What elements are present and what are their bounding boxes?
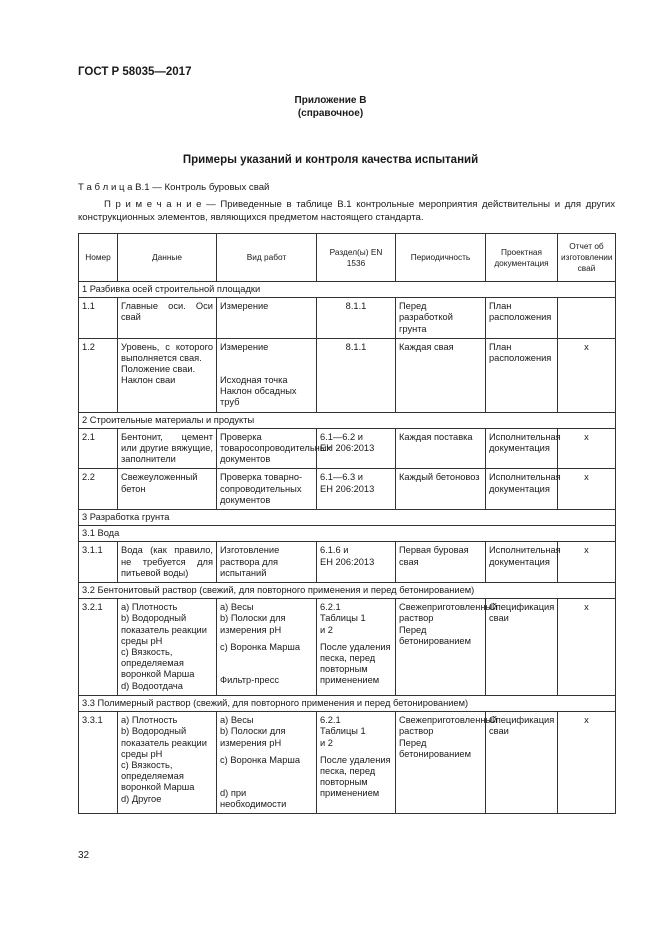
- cell-report: х: [558, 599, 616, 696]
- table-row: [79, 542, 616, 583]
- cell-work: [217, 599, 317, 696]
- work-line: а) Весы: [220, 602, 254, 613]
- data-line: Наклон сваи: [121, 375, 176, 386]
- work-line: b) Полоски для измерения pH: [220, 613, 286, 635]
- cell-periodicity: Каждая свая: [396, 338, 486, 412]
- cell-periodicity: [396, 599, 498, 696]
- work-line: Наклон обсадных труб: [220, 386, 297, 408]
- table-caption-prefix: Т а б л и ц а: [78, 182, 133, 193]
- data-line: d) Другое: [121, 793, 162, 804]
- work-line: Исходная точка: [220, 375, 288, 386]
- section-line: ЕН 206:2013: [320, 443, 375, 454]
- cell-report: х: [558, 469, 616, 510]
- col-header-section: Раздел(ы) EN 1536: [317, 234, 396, 282]
- cell-project-docs: Спецификация сваи: [486, 712, 558, 814]
- section-line: Таблицы 1: [320, 726, 366, 737]
- table-row: [79, 469, 616, 510]
- data-line: а) Плотность: [121, 715, 178, 726]
- cell-number: 1.2: [79, 338, 118, 412]
- section-row: [79, 510, 616, 526]
- cell-section: [317, 712, 396, 814]
- cell-report: х: [558, 428, 616, 469]
- section-row: [79, 412, 616, 428]
- work-line: с) Воронка Марша: [220, 641, 301, 652]
- work-line: а) Весы: [220, 715, 254, 726]
- period-line: Свежеприготовленный раствор: [399, 602, 498, 624]
- cell-data: Вода (как правило, не требуется для питьевой воды): [118, 542, 217, 583]
- table-note: [78, 199, 615, 224]
- cell-project-docs: Исполнительная документация: [486, 469, 558, 510]
- table-caption: [78, 182, 269, 193]
- note-prefix: П р и м е ч а н и е: [104, 199, 202, 210]
- cell-work: Проверка товарно-сопроводительных документов: [217, 469, 317, 510]
- cell-project-docs: Исполнительная документация: [486, 428, 558, 469]
- section-line: После удаления песка, перед повторным применением: [320, 754, 391, 799]
- cell-number: 1.1: [79, 298, 118, 339]
- section-line: ЕН 206:2013: [320, 556, 375, 567]
- cell-work: [217, 338, 317, 412]
- work-line: Фильтр-пресс: [220, 675, 279, 686]
- col-header-number: Номер: [79, 234, 118, 282]
- cell-periodicity: Каждая поставка: [396, 428, 486, 469]
- control-table: [78, 233, 616, 814]
- cell-work: [217, 712, 317, 814]
- cell-work: Измерение: [217, 298, 317, 339]
- document-header: ГОСТ Р 58035—2017: [78, 66, 192, 78]
- data-line: b) Водородный показатель реакции среды pH: [121, 726, 207, 759]
- cell-project-docs: План расположения: [486, 298, 558, 339]
- section-heading: 2 Строительные материалы и продукты: [79, 412, 616, 428]
- data-line: а) Плотность: [121, 602, 178, 613]
- section-row: [79, 282, 616, 298]
- section-line: Таблицы 1: [320, 613, 366, 624]
- section-heading: 1 Разбивка осей строительной площадки: [79, 282, 616, 298]
- cell-work: Проверка товаросопроводительных документов: [217, 428, 317, 469]
- cell-data: [118, 712, 217, 814]
- cell-number: 3.3.1: [79, 712, 118, 814]
- col-header-periodicity: Периодичность: [396, 234, 486, 282]
- cell-work: Изготовление раствора для испытаний: [217, 542, 317, 583]
- section-line: 6.1—6.3 и: [320, 472, 363, 483]
- cell-report: х: [558, 712, 616, 814]
- work-line: с) Воронка Марша: [220, 754, 301, 765]
- section-line: 6.1—6.2 и: [320, 431, 363, 442]
- note-text: — Приведенные в таблице В.1 контрольные мероприятия действительны и для других конструкционных элементов, являющихся предметом настоящего стандарта.: [78, 199, 615, 223]
- table-row: [79, 599, 616, 696]
- cell-report: х: [558, 338, 616, 412]
- section-line: После удаления песка, перед повторным применением: [320, 641, 391, 686]
- cell-data: [118, 338, 217, 412]
- appendix-subtitle: (справочное): [297, 108, 364, 119]
- page-number: 32: [78, 850, 90, 861]
- table-row: [79, 428, 616, 469]
- data-line: с) Вязкость, определяемая воронкой Марша: [121, 759, 195, 793]
- cell-project-docs: Исполнительная документация: [486, 542, 558, 583]
- col-header-work: Вид работ: [217, 234, 317, 282]
- cell-project-docs: План расположения: [486, 338, 558, 412]
- data-line: Положение сваи.: [121, 364, 196, 375]
- section-line: 6.1.6 и: [320, 545, 349, 556]
- cell-section: [317, 599, 396, 696]
- cell-periodicity: Перед разработкой грунта: [396, 298, 486, 339]
- appendix-title: Приложение В: [294, 95, 367, 106]
- cell-data: Бентонит, цемент или другие вяжущие, заполнители: [118, 428, 217, 469]
- period-line: Свежеприготовленный раствор: [399, 715, 498, 737]
- cell-section: 8.1.1: [317, 338, 396, 412]
- data-line: Уровень, с которого выполняется свая.: [121, 341, 213, 364]
- cell-section: [317, 428, 396, 469]
- cell-number: 3.2.1: [79, 599, 118, 696]
- table-row: [79, 338, 616, 412]
- table-header-row: [79, 234, 616, 282]
- table-row: [79, 712, 616, 814]
- col-header-report: Отчет об изготовлении свай: [558, 234, 616, 282]
- section-line: ЕН 206:2013: [320, 483, 375, 494]
- col-header-project-docs: Проектная документация: [486, 234, 558, 282]
- data-line: с) Вязкость, определяемая воронкой Марша: [121, 647, 195, 680]
- cell-report: [558, 298, 616, 339]
- section-line: и 2: [320, 624, 333, 635]
- section-line: 6.2.1: [320, 602, 341, 613]
- cell-section: [317, 469, 396, 510]
- page-title: Примеры указаний и контроля качества испытаний: [182, 154, 479, 166]
- cell-data: [118, 599, 217, 696]
- section-heading: 3.2 Бентонитовый раствор (свежий, для повторного применения и перед бетонированием): [79, 583, 616, 599]
- cell-report: х: [558, 542, 616, 583]
- section-line: 6.2.1: [320, 715, 341, 726]
- table-row: [79, 298, 616, 339]
- section-heading: 3.1 Вода: [79, 526, 616, 542]
- work-line: d) при необходимости: [220, 787, 287, 810]
- data-line: b) Водородный показатель реакции среды pH: [121, 613, 207, 646]
- cell-periodicity: Каждый бетоновоз: [396, 469, 486, 510]
- section-row: [79, 695, 616, 711]
- cell-periodicity: Первая буровая свая: [396, 542, 486, 583]
- work-line: b) Полоски для измерения pH: [220, 726, 286, 748]
- section-line: и 2: [320, 737, 333, 748]
- cell-section: [317, 542, 396, 583]
- cell-project-docs: Спецификация сваи: [486, 599, 558, 696]
- col-header-data: Данные: [118, 234, 217, 282]
- period-line: Перед бетонированием: [399, 624, 471, 646]
- data-line: d) Водоотдача: [121, 680, 183, 691]
- table-caption-text: В.1 — Контроль буровых свай: [132, 182, 270, 193]
- cell-periodicity: [396, 712, 498, 814]
- cell-section: 8.1.1: [317, 298, 396, 339]
- section-row: [79, 583, 616, 599]
- cell-number: 2.2: [79, 469, 118, 510]
- cell-number: 3.1.1: [79, 542, 118, 583]
- cell-data: Главные оси. Оси свай: [118, 298, 217, 339]
- section-heading: 3 Разработка грунта: [79, 510, 616, 526]
- section-row: [79, 526, 616, 542]
- cell-data: Свежеуложенный бетон: [118, 469, 217, 510]
- period-line: Перед бетонированием: [399, 737, 471, 759]
- work-line: Измерение: [220, 341, 269, 352]
- cell-number: 2.1: [79, 428, 118, 469]
- section-heading: 3.3 Полимерный раствор (свежий, для повторного применения и перед бетонированием): [79, 695, 616, 711]
